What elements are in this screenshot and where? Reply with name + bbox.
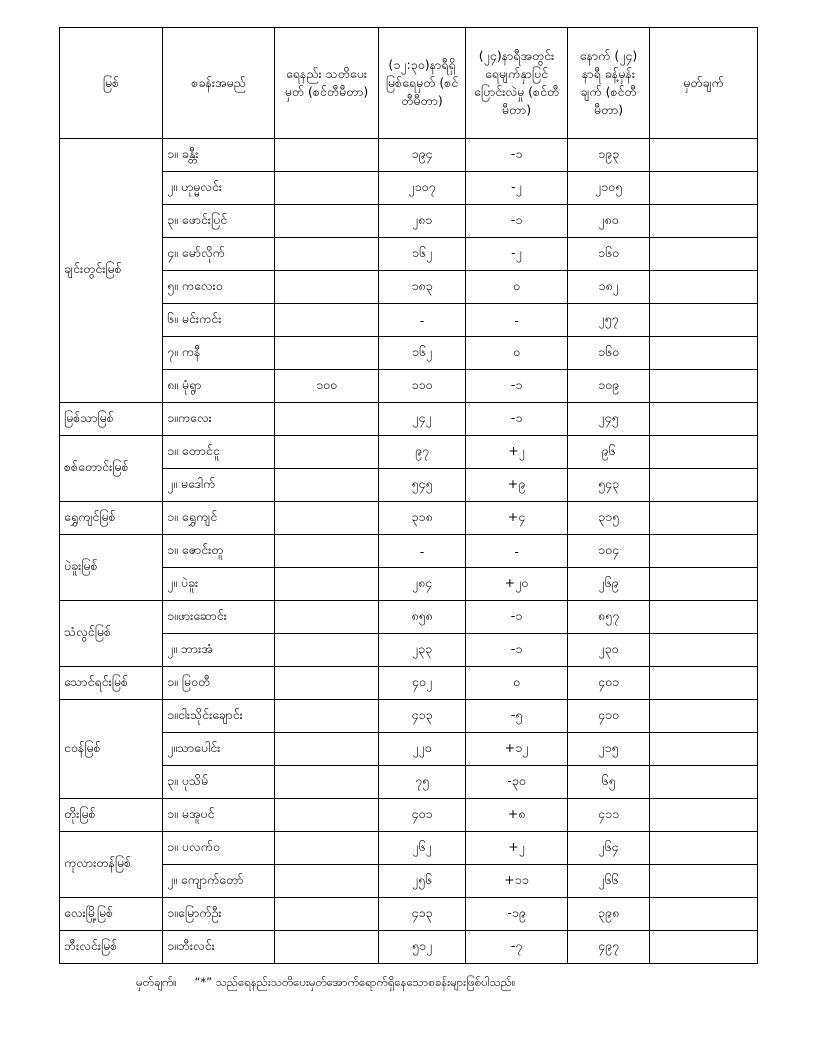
alert-level — [275, 205, 379, 238]
level-change: -၁ — [466, 403, 568, 436]
column-header: ရေနည်း သတိပေးမှတ် (စင်တီမီတာ) — [275, 28, 379, 139]
station-name: ၄။ မော်လိုက် — [163, 238, 275, 271]
station-name: ၁။ ရွှေကျင် — [163, 502, 275, 535]
level-change: +၄ — [466, 502, 568, 535]
remark — [650, 898, 758, 931]
forecast-level: ၆၅ — [568, 766, 650, 799]
remark — [650, 337, 758, 370]
forecast-level: ၂၆၉ — [568, 568, 650, 601]
forecast-level: ၁၀၄ — [568, 535, 650, 568]
alert-level — [275, 337, 379, 370]
remark — [650, 271, 758, 304]
remark — [650, 370, 758, 403]
station-name: ၂။ ဟုမ္မလင်း — [163, 172, 275, 205]
alert-level — [275, 898, 379, 931]
remark — [650, 436, 758, 469]
level-change: ၀ — [466, 667, 568, 700]
station-name: ၇။ ကနီ — [163, 337, 275, 370]
forecast-level: ၁၆၀ — [568, 238, 650, 271]
water-level: ၂၅၆ — [379, 865, 466, 898]
water-level: ၂၂၀ — [379, 733, 466, 766]
level-change: -၁ — [466, 139, 568, 172]
alert-level — [275, 436, 379, 469]
alert-level — [275, 667, 379, 700]
remark — [650, 535, 758, 568]
river-name: ငဝန်မြစ် — [60, 700, 163, 799]
level-change: -၂ — [466, 238, 568, 271]
forecast-level: ၂၃၀ — [568, 634, 650, 667]
level-change: +၁၂ — [466, 733, 568, 766]
table-row — [60, 238, 758, 271]
station-name: ၁။ တောင်ငူ — [163, 436, 275, 469]
remark — [650, 469, 758, 502]
table-row — [60, 205, 758, 238]
station-name: ၆။ မင်းကင်း — [163, 304, 275, 337]
table-row — [60, 271, 758, 304]
station-name: ၂။ ကျောက်တော် — [163, 865, 275, 898]
water-level: ၅၁၂ — [379, 931, 466, 964]
alert-level — [275, 601, 379, 634]
forecast-level: ၄၀၁ — [568, 667, 650, 700]
table-row — [60, 832, 758, 865]
river-name: တိုးမြစ် — [60, 799, 163, 832]
forecast-level: ၂၁၅ — [568, 733, 650, 766]
column-header: စခန်းအမည် — [163, 28, 275, 139]
water-level: ၂၆၂ — [379, 832, 466, 865]
alert-level — [275, 502, 379, 535]
forecast-level: ၅၄၃ — [568, 469, 650, 502]
level-change: -၁ — [466, 370, 568, 403]
alert-level — [275, 832, 379, 865]
water-level: ၂၄၂ — [379, 403, 466, 436]
water-level: ၃၁၈ — [379, 502, 466, 535]
water-level: ၂၁၀၇ — [379, 172, 466, 205]
level-change: - — [466, 535, 568, 568]
station-name: ၁။ မအူပင် — [163, 799, 275, 832]
remark — [650, 766, 758, 799]
level-change: ၀ — [466, 271, 568, 304]
alert-level — [275, 931, 379, 964]
remark — [650, 931, 758, 964]
table-row — [60, 931, 758, 964]
remark — [650, 403, 758, 436]
river-name: ရွှေကျင်မြစ် — [60, 502, 163, 535]
alert-level — [275, 139, 379, 172]
alert-level — [275, 634, 379, 667]
table-row — [60, 568, 758, 601]
remark — [650, 700, 758, 733]
station-name: ၂။ ဘားအံ — [163, 634, 275, 667]
forecast-level: ၃၁၅ — [568, 502, 650, 535]
water-level: ၂၈၄ — [379, 568, 466, 601]
table-row — [60, 865, 758, 898]
level-change: -၁ — [466, 205, 568, 238]
level-change: +၁၁ — [466, 865, 568, 898]
footnote — [136, 975, 529, 992]
remark — [650, 799, 758, 832]
forecast-level: ၂၆၄ — [568, 832, 650, 865]
water-level: ၈၅၈ — [379, 601, 466, 634]
station-name: ၁။ကလေး — [163, 403, 275, 436]
water-level: ၁၁၀ — [379, 370, 466, 403]
level-change: - — [466, 304, 568, 337]
station-name: ၁။မြောက်ဦး — [163, 898, 275, 931]
table-row — [60, 766, 758, 799]
alert-level — [275, 799, 379, 832]
station-name: ၂။ ပဲခူး — [163, 568, 275, 601]
remark — [650, 634, 758, 667]
water-level: - — [379, 535, 466, 568]
table-row — [60, 634, 758, 667]
station-name: ၁။ငါးသိုင်းချောင်း — [163, 700, 275, 733]
river-name: ကုလားတန်မြစ် — [60, 832, 163, 898]
station-name: ၁။ ဇောင်းတူ — [163, 535, 275, 568]
alert-level — [275, 403, 379, 436]
river-name: လေးမြို့မြစ် — [60, 898, 163, 931]
alert-level — [275, 865, 379, 898]
forecast-level: ၂၅၇ — [568, 304, 650, 337]
table-row — [60, 172, 758, 205]
table-row — [60, 502, 758, 535]
forecast-level: ၈၅၇ — [568, 601, 650, 634]
remark — [650, 502, 758, 535]
forecast-level: ၁၉၃ — [568, 139, 650, 172]
forecast-level: ၁၀၉ — [568, 370, 650, 403]
forecast-level: ၁၈၂ — [568, 271, 650, 304]
level-change: -၁ — [466, 601, 568, 634]
forecast-level: ၂၈၀ — [568, 205, 650, 238]
river-name: သောင်ရင်းမြစ် — [60, 667, 163, 700]
station-name: ၁။ ပလက်ဝ — [163, 832, 275, 865]
river-name: ဘီးလင်းမြစ် — [60, 931, 163, 964]
water-level: ၇၅ — [379, 766, 466, 799]
river-name: မြစ်သာမြစ် — [60, 403, 163, 436]
water-level: ၂၈၁ — [379, 205, 466, 238]
table-row — [60, 898, 758, 931]
forecast-level: ၁၆၀ — [568, 337, 650, 370]
forecast-level: ၄၁၁ — [568, 799, 650, 832]
column-header: နောက် (၂၄) နာရီ ခန့်မှန်းချက် (စင်တီမီတာ) — [568, 28, 650, 139]
alert-level — [275, 568, 379, 601]
alert-level — [275, 304, 379, 337]
alert-level — [275, 700, 379, 733]
river-level-table — [59, 27, 758, 964]
alert-level — [275, 766, 379, 799]
level-change: -၅ — [466, 700, 568, 733]
table-row — [60, 667, 758, 700]
level-change: +၂ — [466, 832, 568, 865]
table-body — [60, 139, 758, 964]
footnote-text: “*” သည်ရေနည်းသတိပေးမှတ်အောက်ရောက်ရှိနေသောစခန်းများဖြစ်ပါသည်။ — [194, 975, 516, 989]
station-name: ၃။ ပုသိမ် — [163, 766, 275, 799]
table-row — [60, 337, 758, 370]
level-change: -၃၀ — [466, 766, 568, 799]
column-header: (၂၄)နာရီအတွင်း ရေမျက်နှာပြင် ပြောင်းလဲမှု (စင်တီမီတာ) — [466, 28, 568, 139]
alert-level — [275, 535, 379, 568]
table-row — [60, 535, 758, 568]
station-name: ၂။ မဒေါက် — [163, 469, 275, 502]
table-row — [60, 733, 758, 766]
water-level: ၉၇ — [379, 436, 466, 469]
water-level: ၄၀၁ — [379, 799, 466, 832]
station-name: ၂။သာပေါင်း — [163, 733, 275, 766]
table-row — [60, 436, 758, 469]
alert-level — [275, 469, 379, 502]
remark — [650, 205, 758, 238]
column-header: မှတ်ချက် — [650, 28, 758, 139]
forecast-level: ၂၄၅ — [568, 403, 650, 436]
remark — [650, 667, 758, 700]
column-header: (၁၂:၃၀)နာရီရှိ မြစ်ရေမှတ် (စင်တီမီတာ) — [379, 28, 466, 139]
forecast-level: ၉၆ — [568, 436, 650, 469]
water-level: ၄၁၃ — [379, 898, 466, 931]
river-name: ပဲခူးမြစ် — [60, 535, 163, 601]
water-level: ၁၆၂ — [379, 238, 466, 271]
water-level: ၁၉၄ — [379, 139, 466, 172]
river-name: စစ်တောင်းမြစ် — [60, 436, 163, 502]
remark — [650, 139, 758, 172]
forecast-level: ၄၉၇ — [568, 931, 650, 964]
table-row — [60, 700, 758, 733]
station-name: ၁။ မြဝတီ — [163, 667, 275, 700]
remark — [650, 865, 758, 898]
station-name: ၁။ ခန္တီး — [163, 139, 275, 172]
table-row — [60, 304, 758, 337]
forecast-level: ၄၁၀ — [568, 700, 650, 733]
remark — [650, 568, 758, 601]
river-name: ချင်းတွင်းမြစ် — [60, 139, 163, 403]
water-level: ၄၁၃ — [379, 700, 466, 733]
table-row — [60, 370, 758, 403]
table-row — [60, 403, 758, 436]
level-change: ၀ — [466, 337, 568, 370]
table-row — [60, 601, 758, 634]
table-row — [60, 799, 758, 832]
station-name: ၁။ဘီးလင်း — [163, 931, 275, 964]
header-row — [60, 28, 758, 139]
column-header: မြစ် — [60, 28, 163, 139]
station-name: ၅။ ကလေးဝ — [163, 271, 275, 304]
forecast-level: ၂၁၀၅ — [568, 172, 650, 205]
water-level: ၅၄၅ — [379, 469, 466, 502]
river-name: သံလွင်မြစ် — [60, 601, 163, 667]
water-level: ၁၆၂ — [379, 337, 466, 370]
remark — [650, 832, 758, 865]
remark — [650, 601, 758, 634]
alert-level: ၁၀၀ — [275, 370, 379, 403]
table-row — [60, 469, 758, 502]
remark — [650, 733, 758, 766]
table-row — [60, 139, 758, 172]
level-change: +၂၀ — [466, 568, 568, 601]
level-change: +၂ — [466, 436, 568, 469]
alert-level — [275, 733, 379, 766]
water-level: ၂၃၃ — [379, 634, 466, 667]
level-change: -၁၉ — [466, 898, 568, 931]
alert-level — [275, 238, 379, 271]
level-change: -၂ — [466, 172, 568, 205]
forecast-level: ၃၉၈ — [568, 898, 650, 931]
water-level: - — [379, 304, 466, 337]
alert-level — [275, 271, 379, 304]
level-change: +၈ — [466, 799, 568, 832]
level-change: +၉ — [466, 469, 568, 502]
table-header — [60, 28, 758, 139]
remark — [650, 304, 758, 337]
alert-level — [275, 172, 379, 205]
remark — [650, 172, 758, 205]
station-name: ၁။ဖားဆောင်း — [163, 601, 275, 634]
forecast-level: ၂၆၆ — [568, 865, 650, 898]
station-name: ၈။ မုံရွာ — [163, 370, 275, 403]
footnote-label: မှတ်ချက်။ — [136, 975, 177, 989]
water-level: ၁၈၃ — [379, 271, 466, 304]
level-change: -၁ — [466, 634, 568, 667]
station-name: ၃။ ဖောင်းပြင် — [163, 205, 275, 238]
water-level: ၄၀၂ — [379, 667, 466, 700]
remark — [650, 238, 758, 271]
level-change: -၇ — [466, 931, 568, 964]
